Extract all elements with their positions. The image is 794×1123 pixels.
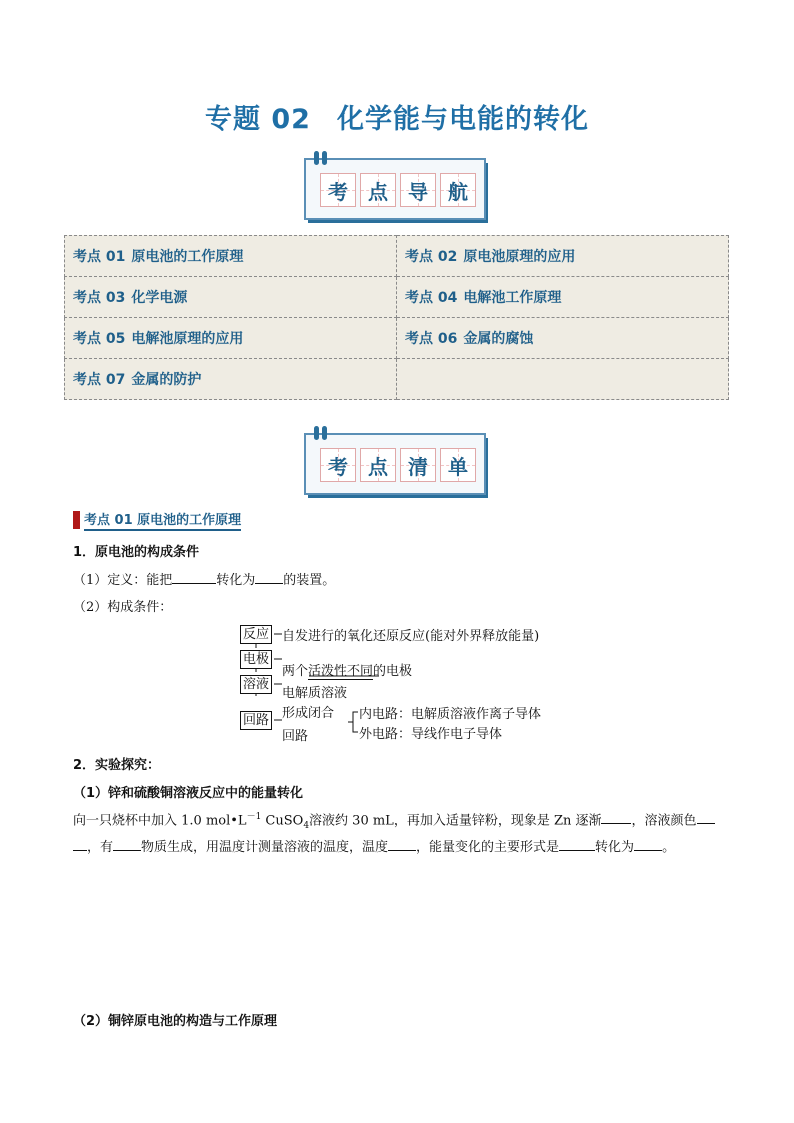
nav-cell[interactable]: 考点 07 金属的防护 bbox=[65, 359, 397, 400]
exam-nav-table bbox=[64, 235, 729, 400]
badge-char: 导 bbox=[400, 173, 436, 207]
fill-blank[interactable] bbox=[172, 571, 216, 584]
diagram-label: 电极 bbox=[240, 650, 272, 669]
fill-blank[interactable] bbox=[255, 571, 283, 584]
badge-char: 点 bbox=[360, 173, 396, 207]
diagram-text: 两个活泼性不同的电极 bbox=[282, 664, 413, 679]
diagram-text: 外电路：导线作电子导体 bbox=[359, 727, 503, 742]
fill-blank[interactable] bbox=[113, 838, 141, 851]
diagram-label: 回路 bbox=[240, 711, 272, 730]
section-heading: 考点 01 原电池的工作原理 bbox=[73, 510, 241, 530]
badge-char: 清 bbox=[400, 448, 436, 482]
diagram-text: 内电路：电解质溶液作离子导体 bbox=[359, 707, 542, 722]
badge-exam-list bbox=[304, 433, 490, 501]
heading-experiment-1: （1）锌和硫酸铜溶液反应中的能量转化 bbox=[73, 786, 304, 801]
definition-line: （1）定义：能把 转化为 的装置。 bbox=[73, 573, 336, 588]
badge-char: 考 bbox=[320, 448, 356, 482]
nav-cell[interactable]: 考点 01 原电池的工作原理 bbox=[65, 236, 397, 277]
heading-composition: 1．原电池的构成条件 bbox=[73, 545, 200, 560]
diagram-text: 自发进行的氧化还原反应(能对外界释放能量) bbox=[282, 629, 540, 644]
paragraph-line: ，有 物质生成，用温度计测量溶液的温度，温度 ，能量变化的主要形式是 转化为 。 bbox=[73, 836, 675, 855]
diagram-label: 反应 bbox=[240, 625, 272, 644]
section-marker-icon bbox=[73, 511, 80, 529]
fill-blank[interactable] bbox=[697, 811, 715, 824]
page-title: 专题 02 化学能与电能的转化 bbox=[205, 104, 589, 135]
diagram-label: 溶液 bbox=[240, 675, 272, 694]
fill-blank[interactable] bbox=[388, 838, 416, 851]
pin-icon bbox=[314, 425, 330, 444]
nav-cell[interactable]: 考点 02 原电池原理的应用 bbox=[397, 236, 729, 277]
badge-exam-nav bbox=[304, 158, 490, 226]
fill-blank[interactable] bbox=[559, 838, 595, 851]
nav-cell-empty bbox=[397, 359, 729, 400]
badge-char: 点 bbox=[360, 448, 396, 482]
fill-blank[interactable] bbox=[634, 838, 662, 851]
heading-experiment-2: （2）铜锌原电池的构造与工作原理 bbox=[73, 1014, 278, 1029]
badge-char: 考 bbox=[320, 173, 356, 207]
pin-icon bbox=[314, 150, 330, 169]
badge-char: 单 bbox=[440, 448, 476, 482]
diagram-text: 回路 bbox=[282, 729, 309, 744]
composition-diagram bbox=[238, 622, 568, 744]
diagram-text: 形成闭合 bbox=[282, 706, 335, 721]
paragraph-line: 向一只烧杯中加入 1.0 $mol•L^{-1}$ CuSO$_4$溶液约 30 mL，再加入适量锌粉，现象是 Zn 逐渐 ，溶液颜色 bbox=[73, 809, 715, 831]
fill-blank[interactable] bbox=[73, 838, 87, 851]
conditions-heading: （2）构成条件： bbox=[73, 600, 173, 615]
heading-experiment: 2．实验探究： bbox=[73, 758, 161, 773]
nav-cell[interactable]: 考点 06 金属的腐蚀 bbox=[397, 318, 729, 359]
nav-cell[interactable]: 考点 04 电解池工作原理 bbox=[397, 277, 729, 318]
fill-blank[interactable] bbox=[601, 811, 631, 824]
nav-cell[interactable]: 考点 03 化学电源 bbox=[65, 277, 397, 318]
badge-char: 航 bbox=[440, 173, 476, 207]
nav-cell[interactable]: 考点 05 电解池原理的应用 bbox=[65, 318, 397, 359]
diagram-text: 电解质溶液 bbox=[282, 686, 348, 701]
